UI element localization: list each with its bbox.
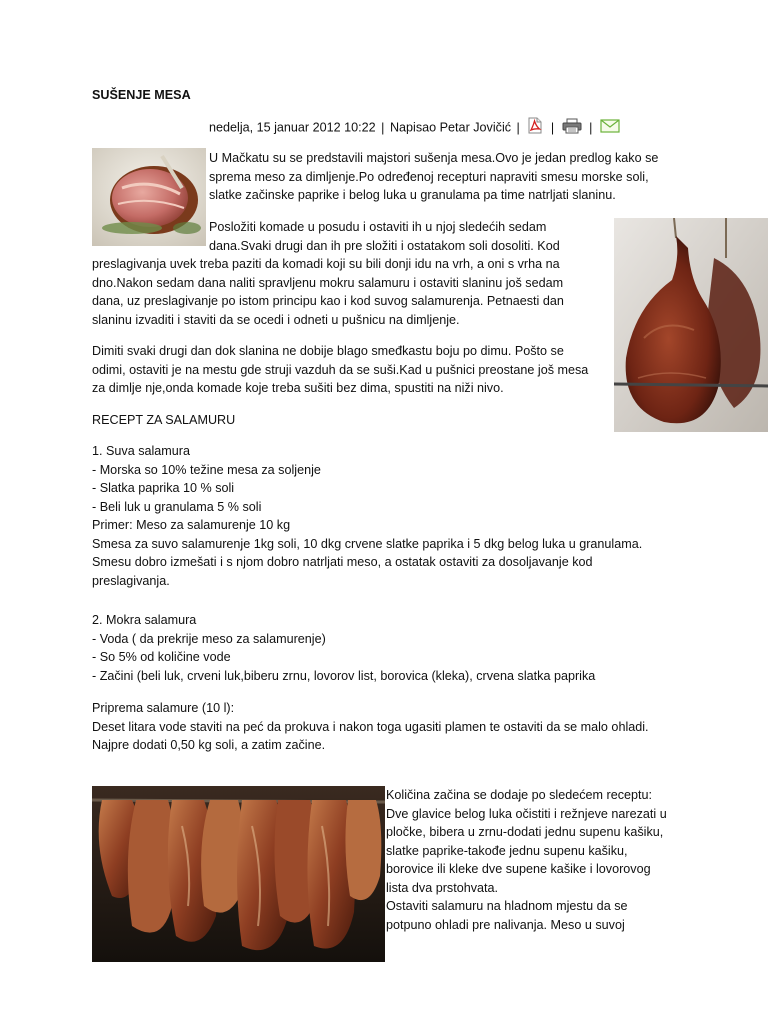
paragraph-line: preslagivanja uvek treba paziti da komadi koji su bili donji idu na vrh, a oni s vrha na (92, 257, 560, 271)
paragraph-salting (92, 218, 612, 329)
preparation-heading: Priprema salamure (10 l): (92, 701, 235, 715)
example-line: preslagivanja. (92, 573, 170, 588)
spice-line: lista dva prstohvata. (386, 880, 499, 895)
byline-separator: | (381, 120, 385, 135)
preparation-section (92, 699, 732, 755)
list-item: - Voda ( da prekrije meso za salamurenje) (92, 631, 326, 646)
spice-line: potpuno ohladi pre nalivanja. Meso u suvoj (386, 917, 625, 932)
spice-line: slatke paprike-takođe jednu supenu kašiku, (386, 843, 628, 858)
paragraph-line: dana, uz preslagivanje po istom principu kao i kod suvog salamurenja. Petnaesti dan (92, 294, 564, 308)
spice-line: Ostaviti salamuru na hladnom mjestu da se (386, 899, 628, 913)
byline-separator: | (589, 120, 593, 135)
paragraph-line: odimi, ostaviti je na mestu gde struji vazduh da se suši.Kad u pušnici preostane još mesa (92, 362, 589, 377)
preparation-line: Najpre dodati 0,50 kg soli, a zatim začine. (92, 738, 326, 752)
preparation-line: Deset litara vode staviti na peć da prokuva i nakon toga ugasiti plamen te ostaviti da se malo ohladi. (92, 719, 649, 734)
email-icon[interactable] (600, 119, 620, 139)
byline-separator: | (550, 120, 555, 135)
dry-brine-section (92, 442, 732, 590)
dry-brine-heading: 1. Suva salamura (92, 444, 191, 458)
byline (209, 117, 622, 140)
prosciutto-photo (614, 218, 768, 432)
paragraph-line: Posložiti komade u posudu i ostaviti ih u njoj sledećih sedam (209, 220, 547, 234)
publish-date: nedelja, 15 januar 2012 10:22 (209, 120, 376, 135)
paragraph-line: Dimiti svaki drugi dan dok slanina ne dobije blago smeđkastu boju po dimu. Pošto se (92, 344, 564, 358)
print-icon[interactable] (562, 118, 582, 140)
intro-line: U Mačkatu su se predstavili majstori sušenja mesa.Ovo je jedan predlog kako se (209, 151, 659, 165)
list-item: - Slatka paprika 10 % soli (92, 481, 235, 495)
paragraph-line: dno.Nakon sedam dana naliti spravljenu mokru salamuru i ostaviti slaninu još sedam (92, 275, 564, 290)
spice-line: borovice ili kleke dve supene kašike i lovorovog (386, 862, 651, 876)
author: Napisao Petar Jovičić (389, 120, 512, 135)
paragraph-line: slaninu izvaditi i staviti da se ocedi i odneti u pušnicu na dimljenje. (92, 312, 460, 327)
wet-brine-heading: 2. Mokra salamura (92, 613, 197, 627)
example-line: Smesa za suvo salamurenje 1kg soli, 10 dkg crvene slatke paprika i 5 dkg belog luka u granulama. (92, 536, 643, 551)
example-line: Smesu dobro izmešati i s njom dobro natrljati meso, a ostatak ostaviti za dosoljavanje kod (92, 555, 593, 569)
paragraph-line: za dimlje nje,onda komade koje treba sušiti bez dima, spustiti na niži nivo. (92, 381, 504, 395)
pdf-icon[interactable] (527, 117, 543, 140)
intro-line: slatke začinske paprike i belog luka u granulama pa time natrljati slaninu. (209, 188, 616, 202)
recipe-heading: RECEPT ZA SALAMURU (92, 413, 236, 427)
document-title: SUŠENJE MESA (92, 88, 191, 102)
intro-line: sprema meso za dimljenje.Po određenoj recepturi napraviti smesu morske soli, (209, 169, 649, 184)
spice-line: pločke, bibera u zrnu-dodati jednu supenu kašiku, (386, 825, 664, 839)
intro-paragraph (209, 149, 679, 205)
list-item: - Beli luk u granulama 5 % soli (92, 499, 262, 514)
list-item: - Morska so 10% težine mesa za soljenje (92, 462, 321, 477)
wet-brine-section (92, 611, 732, 685)
spice-recipe (386, 786, 726, 934)
paragraph-smoking (92, 342, 612, 398)
smoked-meat-photo (92, 786, 385, 962)
paragraph-line: dana.Svaki drugi dan ih pre složiti i ostatakom soli dosoliti. Kod (209, 238, 560, 253)
list-item: - So 5% od količine vode (92, 650, 231, 664)
list-item: - Začini (beli luk, crveni luk,biberu zrnu, lovorov list, borovica (kleka), crvena slatka paprika (92, 668, 596, 683)
example-line: Primer: Meso za salamurenje 10 kg (92, 518, 291, 532)
spice-line: Dve glavice belog luka očistiti i režnjeve narezati u (386, 806, 667, 821)
spice-line: Količina začina se dodaje po sledećem receptu: (386, 788, 653, 802)
byline-separator: | (516, 120, 520, 135)
